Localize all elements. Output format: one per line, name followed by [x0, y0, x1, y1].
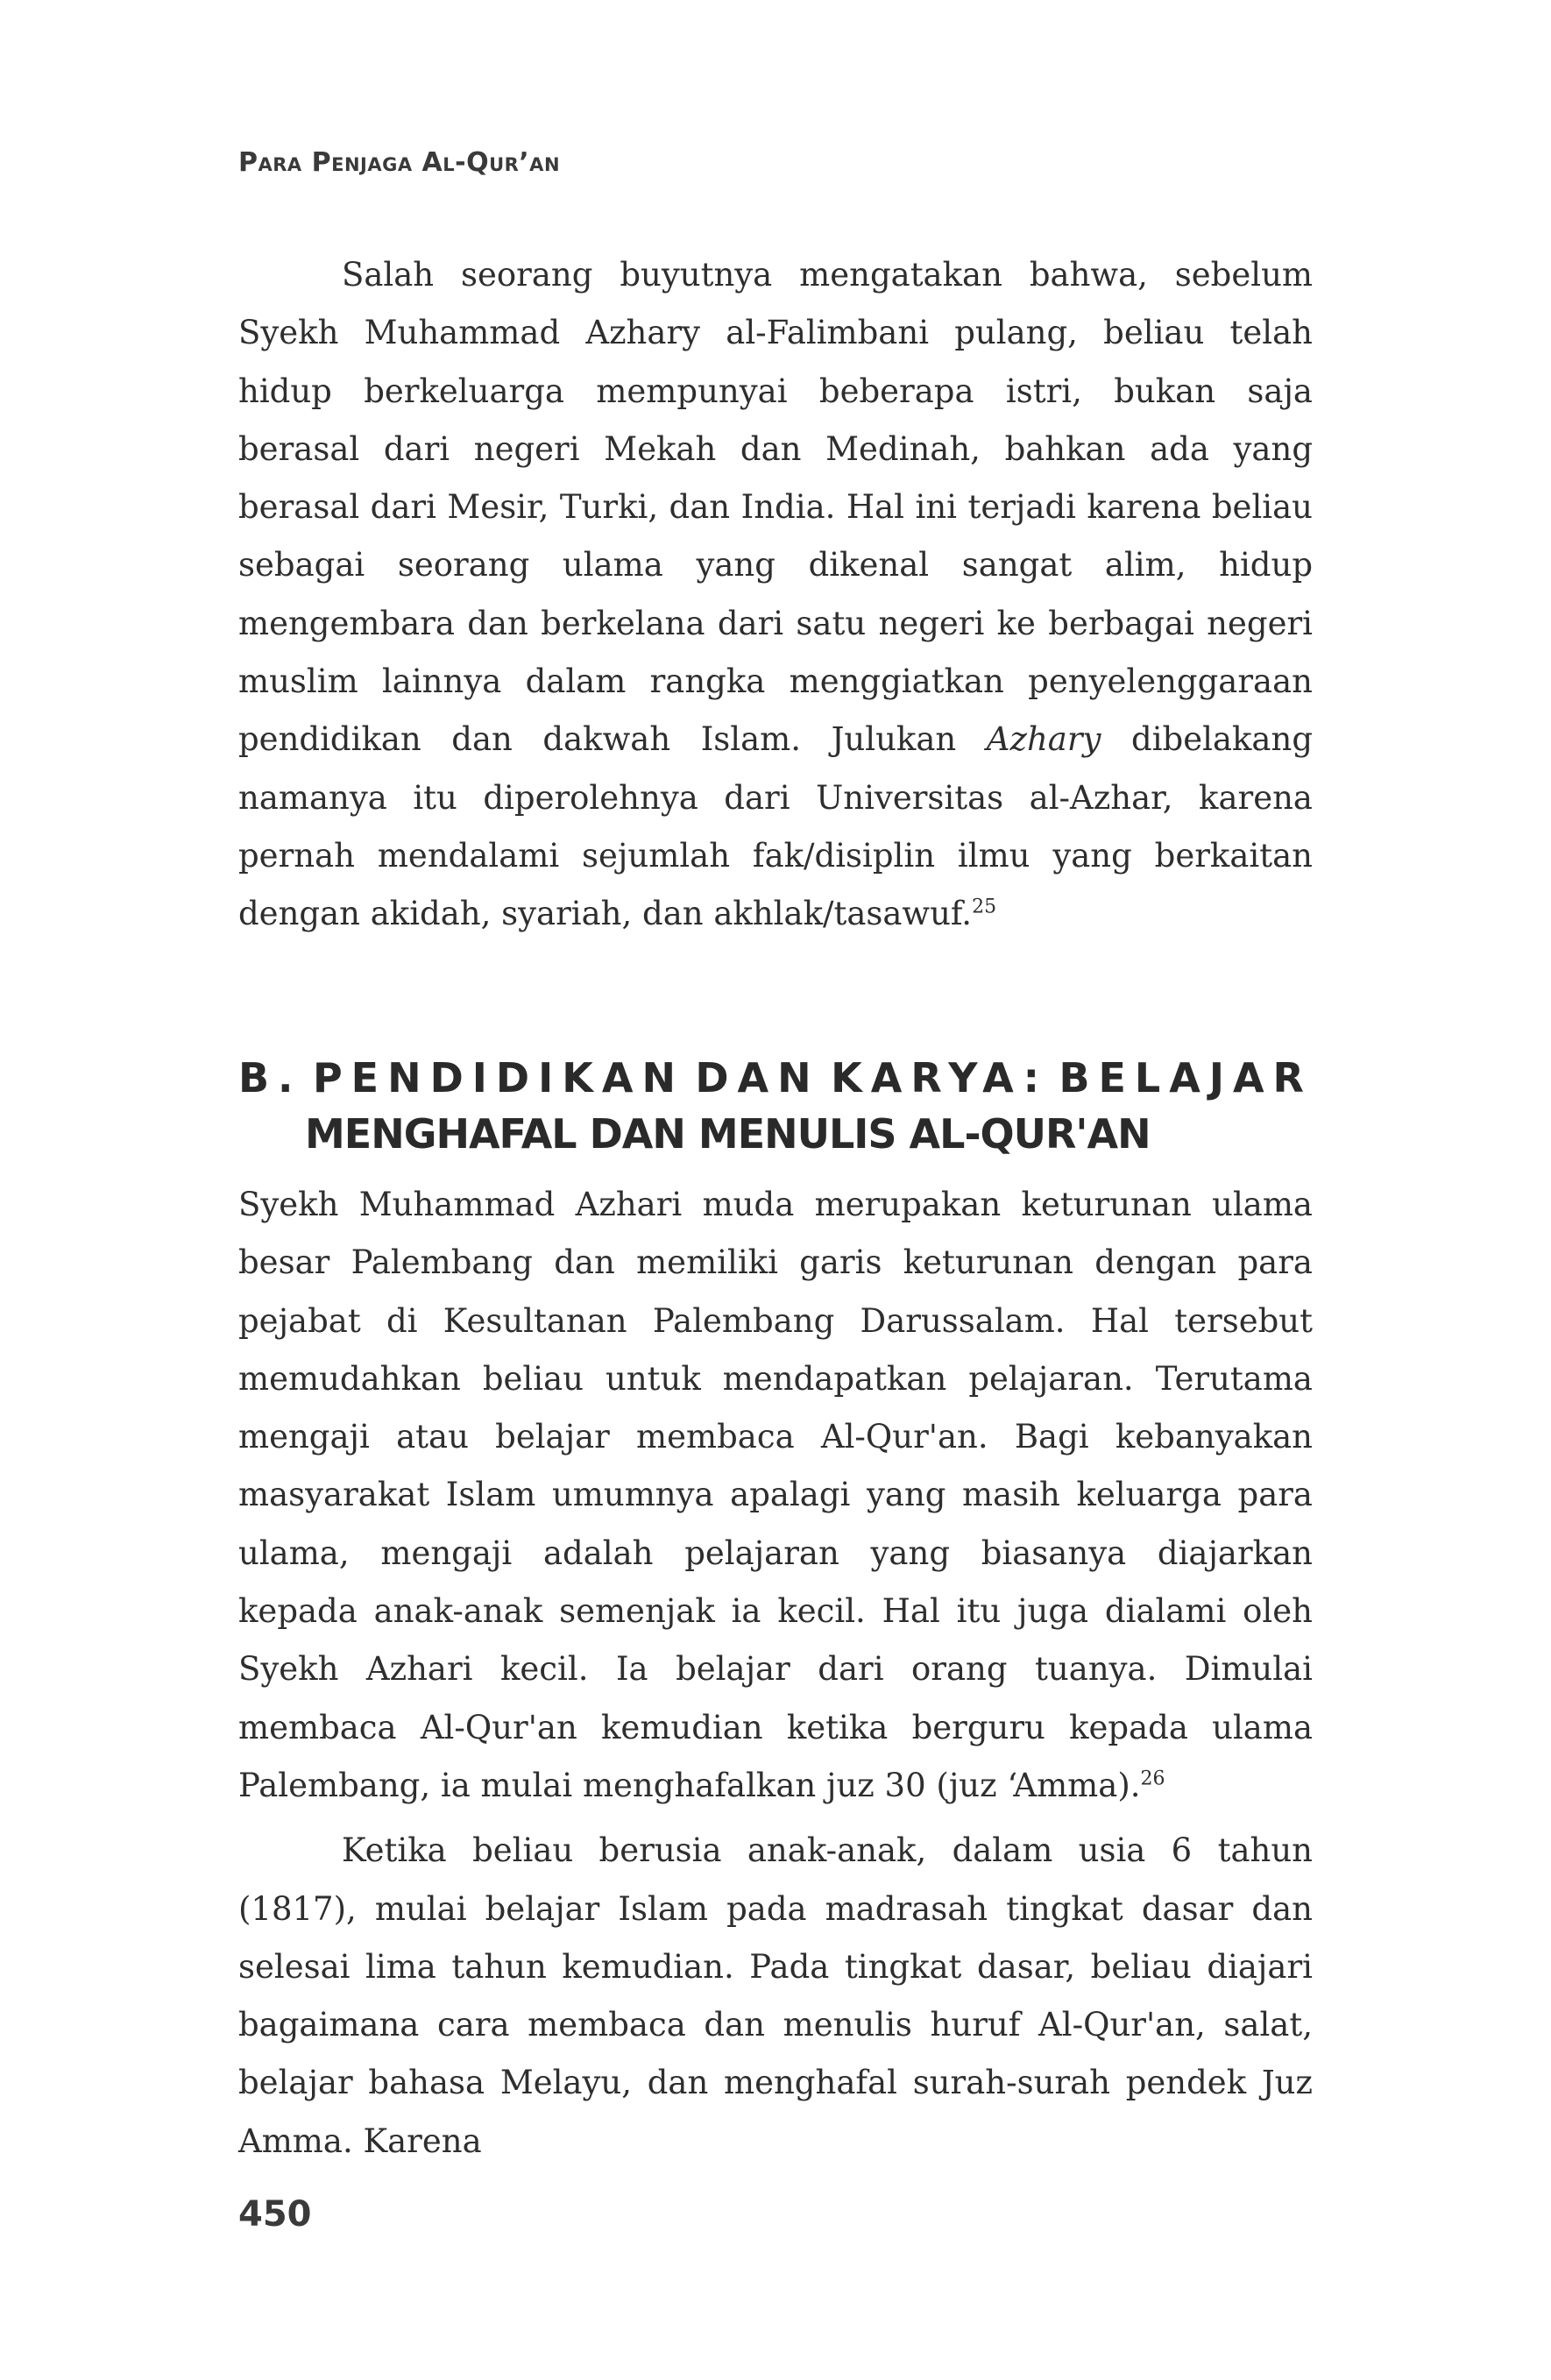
paragraph-text: Salah seorang buyutnya mengatakan bahwa, sebelum Syekh Muhammad Azhary al-Falimbani pulang, beliau telah hidup berkeluarga mempunyai beberapa istri, bukan saja berasal dari negeri Mekah dan Medinah, bahkan ada yang berasal dari Mesir, Turki, dan India. Hal ini terjadi karena beliau sebagai seorang ulama yang dikenal sangat alim, hidup mengembara dan berkelana dari satu negeri ke berbagai negeri muslim lainnya dalam rangka menggiatkan penyelenggaraan pendidikan dan dakwah Islam. Julukan: [238, 256, 1313, 759]
paragraph-text: Ketika beliau berusia anak-anak, dalam usia 6 tahun (1817), mulai belajar Islam pada madrasah tingkat dasar dan selesai lima tahun kemudian. Pada tingkat dasar, beliau diajari bagaimana cara membaca dan menulis huruf Al-Qur'an, salat, belajar bahasa Melayu, dan menghafal surah-surah pendek Juz Amma. Karena: [238, 1831, 1313, 2160]
heading-word: PENDIDIKAN: [312, 1054, 684, 1101]
italic-term: Azhary: [986, 720, 1101, 759]
section-heading: [238, 1050, 1313, 1162]
paragraph: [238, 1822, 1313, 2171]
section-letter: B.: [238, 1054, 302, 1101]
paragraph: [238, 1176, 1313, 1815]
section-a-body: [238, 246, 1313, 944]
paragraph-text: Syekh Muhammad Azhari muda merupakan keturunan ulama besar Palembang dan memiliki garis keturunan dengan para pejabat di Kesultanan Palembang Darussalam. Hal tersebut memudahkan beliau untuk mendapatkan pelajaran. Terutama mengaji atau belajar membaca Al-Qur'an. Bagi kebanyakan masyarakat Islam umumnya apalagi yang masih keluarga para ulama, mengaji adalah pelajaran yang biasanya diajarkan kepada anak-anak semenjak ia kecil. Hal itu juga dialami oleh Syekh Azhari kecil. Ia belajar dari orang tuanya. Dimulai membaca Al-Qur'an kemudian ketika berguru kepada ulama Palembang, ia mulai menghafalkan juz 30 (juz ‘Amma).: [238, 1186, 1313, 1804]
heading-word: DAN: [695, 1054, 820, 1101]
section-heading-line-2: MENGHAFAL DAN MENULIS AL-QUR'AN: [305, 1110, 1151, 1158]
section-b-body: [238, 1176, 1313, 2171]
heading-word: BELAJAR: [1059, 1054, 1313, 1101]
footnote-marker: 26: [1140, 1767, 1165, 1790]
paragraph-text: dibelakang namanya itu diperolehnya dari Universitas al-Azhar, karena pernah mendalami sejumlah fak/disiplin ilmu yang berkaitan dengan akidah, syariah, dan akhlak/tasawuf.: [238, 720, 1314, 933]
page-number: 450: [238, 2194, 312, 2235]
running-header: Para Penjaga Al-Qur’an: [238, 147, 561, 178]
paragraph: [238, 246, 1313, 944]
section-heading-line-1: [238, 1050, 1313, 1106]
footnote-marker: 25: [972, 896, 997, 918]
heading-word: KARYA:: [831, 1054, 1049, 1101]
